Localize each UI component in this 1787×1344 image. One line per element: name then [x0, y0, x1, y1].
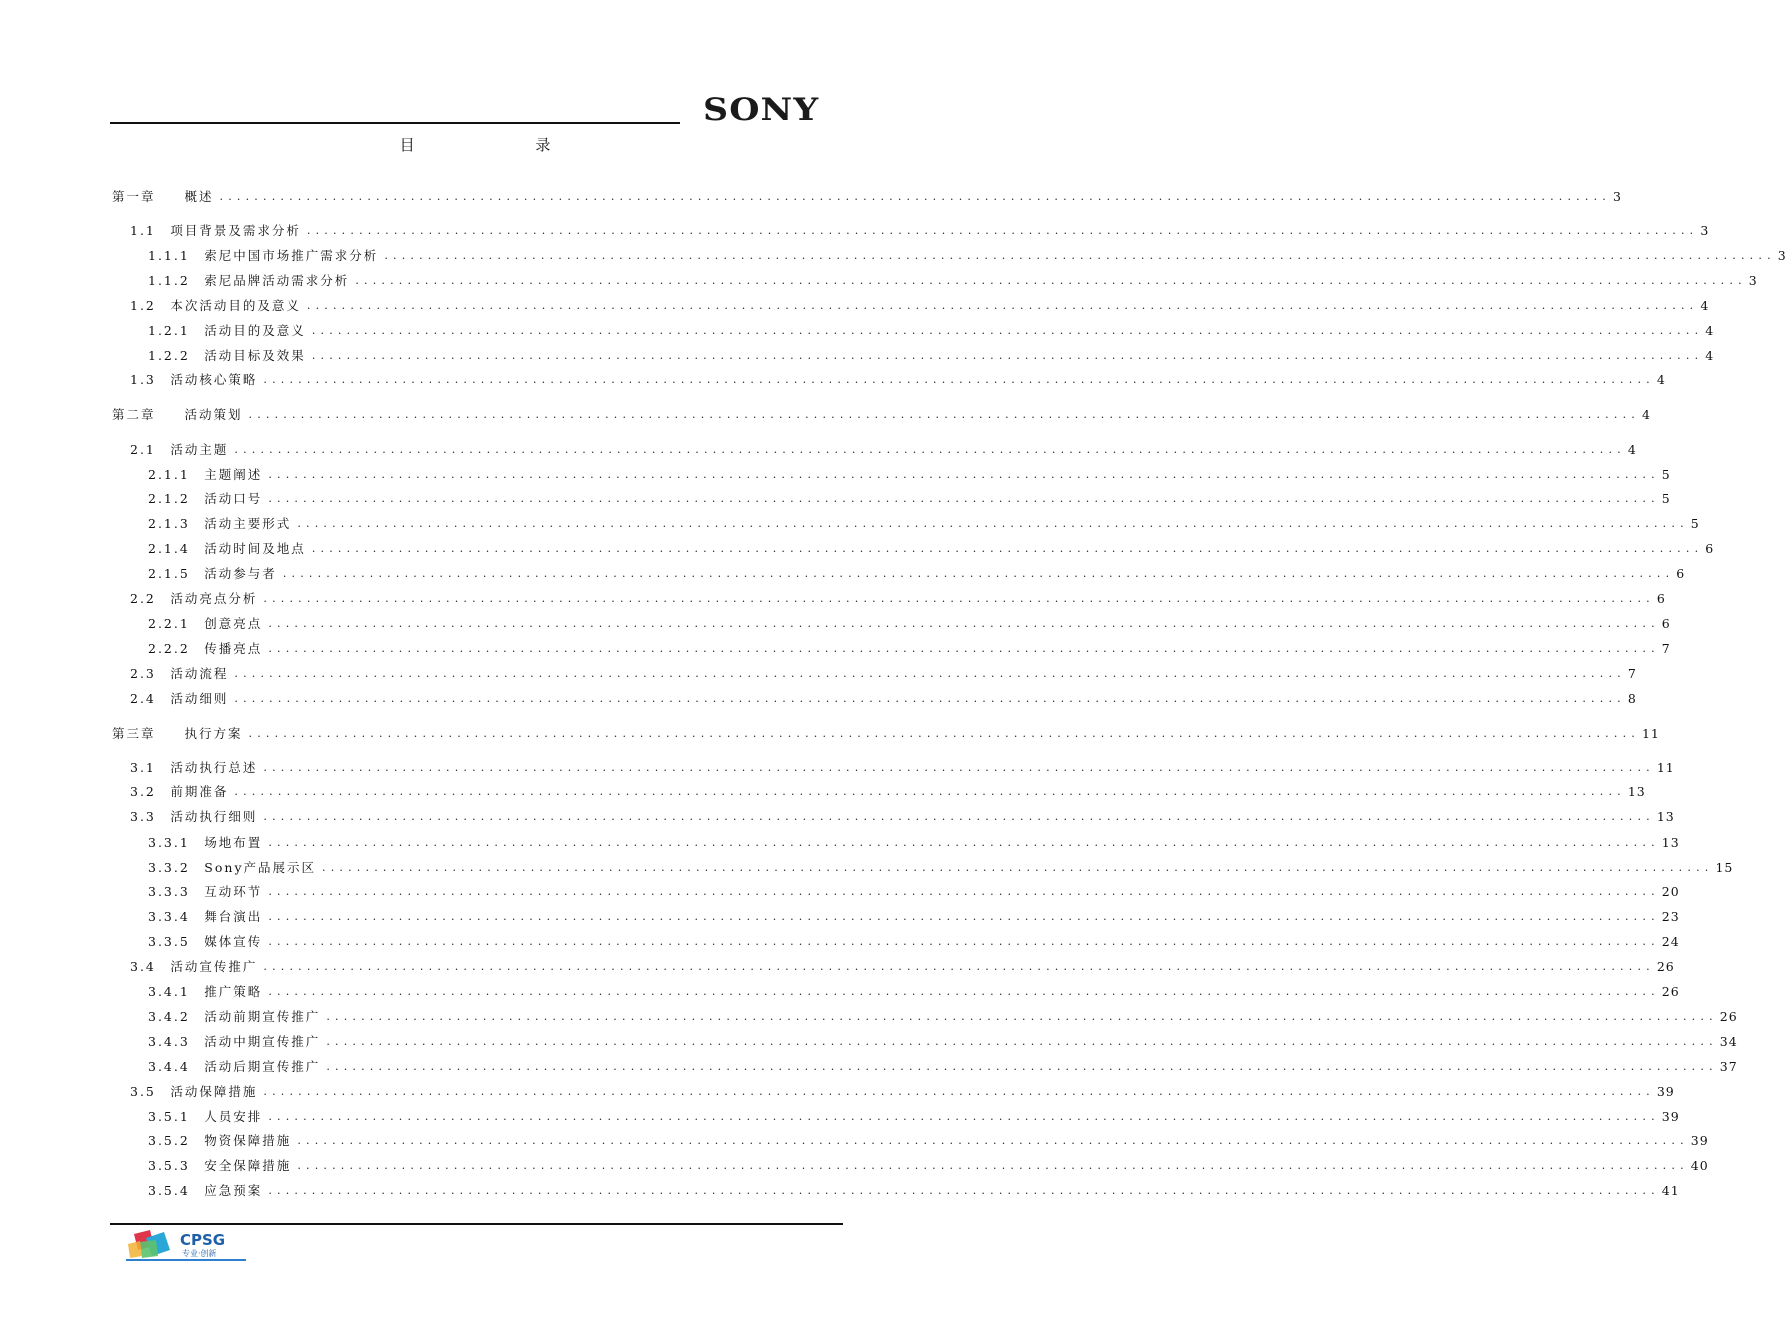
- toc-entry-page: 20: [1661, 883, 1680, 899]
- toc-entry[interactable]: [148, 907, 1680, 925]
- toc-entry[interactable]: [148, 932, 1680, 950]
- toc-entry[interactable]: [148, 246, 1787, 264]
- toc-entry[interactable]: [148, 1131, 1709, 1149]
- page-title: 目 录: [399, 136, 609, 154]
- toc-entry-label: 1.2.1 活动目的及意义: [148, 323, 306, 338]
- toc-entry[interactable]: [148, 539, 1715, 557]
- toc-dot-leader: ................................................................................................................................................................: [311, 348, 1704, 362]
- toc-dot-leader: ................................................................................................................................................................: [311, 541, 1704, 555]
- toc-entry-page: 37: [1719, 1058, 1738, 1074]
- toc-entry[interactable]: [130, 221, 1710, 239]
- sony-logo: SONY: [703, 92, 820, 128]
- toc-dot-leader: ................................................................................................................................................................: [326, 1009, 1718, 1023]
- toc-entry-label: 3.3.4 舞台演出: [148, 909, 263, 924]
- toc-entry-label: 2.4 活动细则: [130, 691, 229, 706]
- toc-entry[interactable]: [148, 614, 1671, 632]
- toc-entry-page: 24: [1661, 933, 1680, 949]
- toc-entry[interactable]: [148, 639, 1671, 657]
- toc-dot-leader: ................................................................................................................................................................: [234, 442, 1626, 456]
- toc-entry-page: 13: [1656, 808, 1675, 824]
- cpsg-logo: [126, 1228, 246, 1262]
- toc-entry[interactable]: [148, 982, 1680, 1000]
- cpsg-underline: [126, 1259, 246, 1261]
- toc-entry-label: 3.4.2 活动前期宣传推广: [148, 1009, 321, 1024]
- toc-dot-leader: ................................................................................................................................................................: [268, 641, 1660, 655]
- toc-entry-page: 5: [1661, 466, 1671, 482]
- toc-dot-leader: ................................................................................................................................................................: [268, 984, 1660, 998]
- toc-entry-label: 3.5.3 安全保障措施: [148, 1158, 292, 1173]
- toc-entry[interactable]: [112, 187, 1622, 205]
- toc-entry-page: 3: [1748, 272, 1758, 288]
- toc-entry[interactable]: [130, 296, 1710, 314]
- toc-entry[interactable]: [148, 1181, 1680, 1199]
- toc-entry[interactable]: [130, 807, 1675, 825]
- toc-entry-page: 23: [1661, 908, 1680, 924]
- toc-entry[interactable]: [148, 321, 1715, 339]
- toc-entry-page: 3: [1612, 188, 1622, 204]
- toc-dot-leader: ................................................................................................................................................................: [234, 784, 1626, 798]
- toc-entry-page: 4: [1705, 347, 1715, 363]
- toc-entry-page: 7: [1661, 640, 1671, 656]
- toc-entry-page: 6: [1676, 565, 1686, 581]
- toc-entry[interactable]: [112, 724, 1660, 742]
- toc-entry-label: 3.3.1 场地布置: [148, 835, 263, 850]
- toc-entry-label: 2.1.2 活动口号: [148, 491, 263, 506]
- toc-entry-label: 1.2 本次活动目的及意义: [130, 298, 301, 313]
- toc-entry[interactable]: [148, 1156, 1709, 1174]
- toc-entry-label: 1.1 项目背景及需求分析: [130, 223, 301, 238]
- toc-entry[interactable]: [130, 1082, 1675, 1100]
- toc-entry-label: 第三章 执行方案: [112, 726, 243, 741]
- toc-entry-page: 3: [1700, 222, 1710, 238]
- toc-entry[interactable]: [130, 957, 1675, 975]
- toc-entry-page: 4: [1641, 406, 1651, 422]
- toc-entry[interactable]: [148, 833, 1680, 851]
- toc-entry-page: 15: [1715, 859, 1734, 875]
- toc-entry-label: 3.5.1 人员安排: [148, 1109, 263, 1124]
- toc-entry-page: 41: [1661, 1182, 1680, 1198]
- toc-dot-leader: ................................................................................................................................................................: [234, 691, 1626, 705]
- toc-entry-page: 5: [1661, 490, 1671, 506]
- toc-entry[interactable]: [148, 489, 1671, 507]
- toc-entry-label: 2.1.4 活动时间及地点: [148, 541, 306, 556]
- toc-dot-leader: ................................................................................................................................................................: [234, 666, 1626, 680]
- toc-dot-leader: ................................................................................................................................................................: [306, 223, 1699, 237]
- toc-entry[interactable]: [148, 1057, 1738, 1075]
- toc-entry-page: 26: [1661, 983, 1680, 999]
- toc-entry[interactable]: [130, 758, 1675, 776]
- toc-entry[interactable]: [112, 405, 1651, 423]
- toc-entry[interactable]: [148, 1007, 1738, 1025]
- toc-dot-leader: ................................................................................................................................................................: [263, 959, 1655, 973]
- toc-dot-leader: ................................................................................................................................................................: [282, 566, 1675, 580]
- toc-dot-leader: ................................................................................................................................................................: [263, 760, 1655, 774]
- toc-entry-label: 3.5.2 物资保障措施: [148, 1133, 292, 1148]
- toc-entry-page: 11: [1656, 759, 1675, 775]
- toc-entry-label: 3.1 活动执行总述: [130, 760, 258, 775]
- toc-dot-leader: ................................................................................................................................................................: [263, 809, 1655, 823]
- toc-dot-leader: ................................................................................................................................................................: [297, 1133, 1689, 1147]
- toc-entry-page: 26: [1719, 1008, 1738, 1024]
- toc-entry-page: 6: [1661, 615, 1671, 631]
- toc-dot-leader: ................................................................................................................................................................: [297, 516, 1689, 530]
- toc-entry-label: 2.1 活动主题: [130, 442, 229, 457]
- toc-entry-label: 2.1.5 活动参与者: [148, 566, 277, 581]
- toc-entry-label: 3.2 前期准备: [130, 784, 229, 799]
- toc-entry-page: 6: [1656, 590, 1666, 606]
- toc-dot-leader: ................................................................................................................................................................: [311, 323, 1704, 337]
- cpsg-emblem-icon: [126, 1228, 180, 1260]
- toc-entry-page: 6: [1705, 540, 1715, 556]
- toc-dot-leader: ................................................................................................................................................................: [326, 1059, 1718, 1073]
- toc-dot-leader: ................................................................................................................................................................: [326, 1034, 1718, 1048]
- toc-entry-page: 7: [1627, 665, 1637, 681]
- toc-entry-page: 39: [1656, 1083, 1675, 1099]
- toc-entry-page: 5: [1690, 515, 1700, 531]
- toc-entry-page: 39: [1661, 1108, 1680, 1124]
- toc-dot-leader: ................................................................................................................................................................: [268, 909, 1660, 923]
- toc-entry-page: 8: [1627, 690, 1637, 706]
- toc-dot-leader: ................................................................................................................................................................: [219, 189, 1611, 203]
- toc-entry-label: 第一章 概述: [112, 189, 214, 204]
- toc-entry-label: 3.4.3 活动中期宣传推广: [148, 1034, 321, 1049]
- toc-entry-page: 13: [1661, 834, 1680, 850]
- toc-dot-leader: ................................................................................................................................................................: [355, 273, 1747, 287]
- toc-entry[interactable]: [130, 689, 1637, 707]
- toc-dot-leader: ................................................................................................................................................................: [248, 407, 1640, 421]
- toc-entry[interactable]: [130, 782, 1646, 800]
- toc-dot-leader: ................................................................................................................................................................: [268, 835, 1660, 849]
- toc-entry-label: 2.2.2 传播亮点: [148, 641, 263, 656]
- toc-entry-page: 11: [1641, 725, 1660, 741]
- toc-entry-label: 2.2 活动亮点分析: [130, 591, 258, 606]
- cpsg-logo-subtitle: 专业·创新: [182, 1249, 217, 1258]
- toc-entry-label: 3.5.4 应急预案: [148, 1183, 263, 1198]
- toc-dot-leader: ................................................................................................................................................................: [248, 726, 1640, 740]
- toc-entry[interactable]: [148, 564, 1686, 582]
- toc-entry-label: 3.3.5 媒体宣传: [148, 934, 263, 949]
- toc-entry-label: 3.3.3 互动环节: [148, 884, 263, 899]
- toc-entry[interactable]: [148, 858, 1734, 876]
- toc-entry-page: 3: [1777, 247, 1787, 263]
- toc-entry[interactable]: [148, 1107, 1680, 1125]
- toc-entry-label: 3.4.4 活动后期宣传推广: [148, 1059, 321, 1074]
- cpsg-logo-text: CPSG: [180, 1231, 226, 1249]
- footer-rule: [110, 1223, 843, 1225]
- toc-entry[interactable]: [148, 1032, 1738, 1050]
- toc-dot-leader: ................................................................................................................................................................: [322, 860, 1714, 874]
- toc-entry-label: 2.2.1 创意亮点: [148, 616, 263, 631]
- toc-entry[interactable]: [130, 589, 1666, 607]
- toc-entry[interactable]: [148, 514, 1700, 532]
- toc-entry[interactable]: [148, 346, 1715, 364]
- toc-entry-page: 4: [1705, 322, 1715, 338]
- toc-entry-page: 4: [1656, 371, 1666, 387]
- toc-dot-leader: ................................................................................................................................................................: [263, 1084, 1655, 1098]
- toc-dot-leader: ................................................................................................................................................................: [268, 616, 1660, 630]
- toc-dot-leader: ................................................................................................................................................................: [297, 1158, 1689, 1172]
- toc-entry-label: 1.1.1 索尼中国市场推广需求分析: [148, 248, 379, 263]
- toc-entry[interactable]: [148, 271, 1758, 289]
- toc-entry-label: 1.3 活动核心策略: [130, 372, 258, 387]
- toc-dot-leader: ................................................................................................................................................................: [268, 934, 1660, 948]
- toc-entry[interactable]: [148, 465, 1671, 483]
- toc-dot-leader: ................................................................................................................................................................: [268, 1183, 1660, 1197]
- toc-entry-page: 4: [1700, 297, 1710, 313]
- toc-entry-label: 1.2.2 活动目标及效果: [148, 348, 306, 363]
- toc-entry-label: 3.3 活动执行细则: [130, 809, 258, 824]
- toc-entry-label: 2.3 活动流程: [130, 666, 229, 681]
- toc-entry-page: 13: [1627, 783, 1646, 799]
- toc-entry-page: 34: [1719, 1033, 1738, 1049]
- toc-entry-label: 3.4 活动宣传推广: [130, 959, 258, 974]
- toc-entry-label: 2.1.1 主题阐述: [148, 467, 263, 482]
- toc-entry-label: 2.1.3 活动主要形式: [148, 516, 292, 531]
- toc-entry-page: 40: [1690, 1157, 1709, 1173]
- toc-dot-leader: ................................................................................................................................................................: [306, 298, 1699, 312]
- toc-entry[interactable]: [130, 370, 1666, 388]
- toc-dot-leader: ................................................................................................................................................................: [384, 248, 1776, 262]
- toc-entry-page: 26: [1656, 958, 1675, 974]
- toc-entry-page: 39: [1690, 1132, 1709, 1148]
- toc-entry[interactable]: [130, 440, 1637, 458]
- toc-dot-leader: ................................................................................................................................................................: [268, 1109, 1660, 1123]
- toc-entry-label: 1.1.2 索尼品牌活动需求分析: [148, 273, 350, 288]
- toc-dot-leader: ................................................................................................................................................................: [268, 491, 1660, 505]
- toc-entry[interactable]: [148, 882, 1680, 900]
- toc-entry-label: 3.3.2 Sony产品展示区: [148, 860, 317, 875]
- toc-entry[interactable]: [130, 664, 1637, 682]
- toc-dot-leader: ................................................................................................................................................................: [268, 467, 1660, 481]
- toc-entry-label: 3.4.1 推广策略: [148, 984, 263, 999]
- toc-entry-label: 第二章 活动策划: [112, 407, 243, 422]
- toc-entry-label: 3.5 活动保障措施: [130, 1084, 258, 1099]
- toc-entry-page: 4: [1627, 441, 1637, 457]
- toc-dot-leader: ................................................................................................................................................................: [268, 884, 1660, 898]
- toc-dot-leader: ................................................................................................................................................................: [263, 372, 1655, 386]
- toc-dot-leader: ................................................................................................................................................................: [263, 591, 1655, 605]
